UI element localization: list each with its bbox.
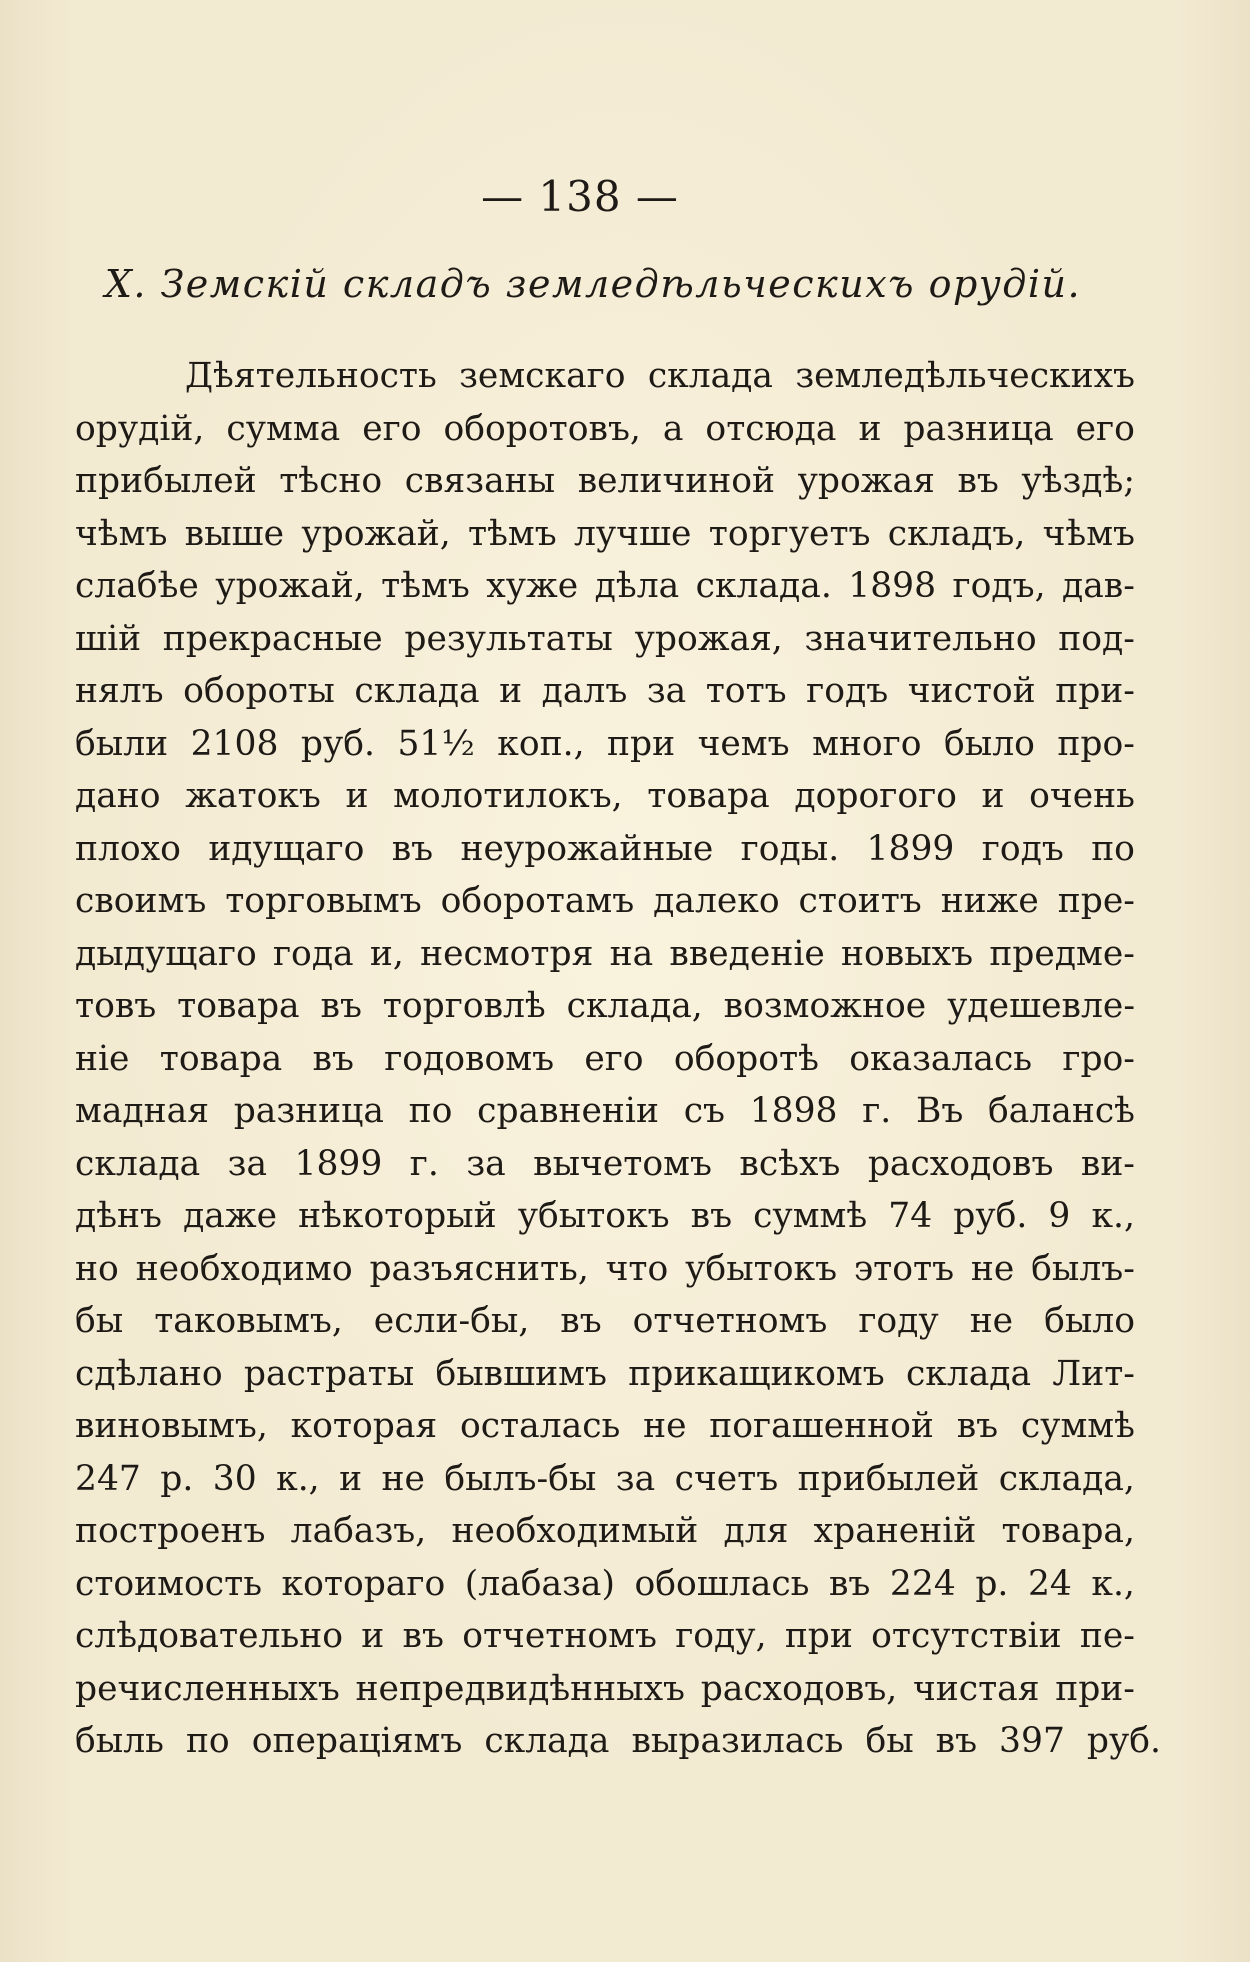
text-line (75, 1348, 1135, 1401)
text-word: этотъ (853, 1248, 955, 1289)
text-word: и, (369, 933, 404, 974)
text-line (75, 1453, 1135, 1506)
text-word: въ (560, 1301, 602, 1341)
text-word: дыдущаго (75, 933, 257, 974)
text-word: бы (865, 1721, 914, 1761)
text-word: былъ-бы (444, 1458, 597, 1499)
text-word: торговымъ (225, 881, 422, 921)
text-word: р. (160, 1458, 194, 1499)
text-word: урожай, (215, 566, 365, 606)
text-word: котораго (281, 1563, 446, 1604)
text-word: и (858, 408, 882, 449)
text-word: разница (233, 1091, 384, 1131)
text-word: при- (1055, 671, 1135, 711)
text-line (75, 455, 1135, 508)
text-word: пре- (1057, 881, 1135, 921)
text-word: земледѣльческихъ (795, 356, 1135, 396)
text-word: оборотовъ, (443, 408, 641, 449)
text-line (75, 928, 1135, 981)
text-word: въ (935, 1721, 978, 1761)
text-line (75, 1558, 1135, 1611)
text-word: 397 (999, 1721, 1065, 1761)
text-word: чемъ (697, 723, 790, 764)
text-word: 51½ (397, 723, 475, 764)
text-word: при (607, 723, 676, 764)
text-word: мадная (75, 1091, 209, 1131)
text-line (75, 1033, 1135, 1086)
text-word: склада. (695, 566, 832, 606)
text-word: ніе (75, 1038, 130, 1079)
text-line (75, 1295, 1135, 1348)
text-word: склада, (998, 1458, 1135, 1499)
text-word: и (345, 776, 369, 816)
text-word: дорогого (794, 776, 957, 816)
text-word: торгуетъ (708, 513, 871, 554)
text-line (75, 350, 1135, 403)
text-word: товара (647, 776, 770, 816)
text-word: чистой (907, 671, 1036, 711)
text-word: и (361, 1616, 385, 1656)
text-word: молотилокъ, (393, 776, 623, 816)
text-word: погашенной (709, 1406, 934, 1446)
text-word: 30 (212, 1458, 257, 1499)
text-word: дѣла (594, 566, 680, 606)
text-word: введеніе (669, 933, 825, 974)
text-word: бы (75, 1301, 124, 1341)
text-word: бывшимъ (435, 1353, 607, 1394)
text-word: былъ- (1031, 1248, 1135, 1289)
text-word: ниже (940, 881, 1039, 921)
text-word: годъ (806, 671, 889, 711)
text-word: склада, (566, 986, 703, 1026)
text-word: по (185, 1721, 230, 1761)
text-word: склада (484, 1721, 610, 1761)
text-word: 1899 (866, 828, 955, 869)
text-line (75, 1505, 1135, 1558)
text-line (75, 718, 1135, 771)
text-line (75, 1243, 1135, 1296)
text-word: удешевле- (947, 986, 1135, 1026)
text-word: урожая (797, 461, 935, 501)
text-word: склада (647, 356, 773, 396)
text-word: склада (354, 671, 480, 711)
text-word: счетъ (674, 1458, 779, 1499)
text-word: сравненіи (477, 1091, 659, 1131)
text-word: въ (829, 1563, 871, 1604)
text-word: въ (312, 1038, 354, 1079)
text-word: и (499, 671, 523, 711)
text-word: склада (75, 1143, 201, 1184)
text-word: неурожайные (460, 828, 714, 869)
text-line (75, 1715, 1162, 1768)
text-word: въ (320, 986, 362, 1026)
text-word: орудій, (75, 408, 205, 449)
text-word: дано (75, 776, 161, 816)
text-word: годъ, (952, 566, 1046, 606)
text-word: не (970, 1248, 1015, 1289)
text-word: нѣкоторый (298, 1196, 497, 1236)
text-word: товара (159, 1038, 283, 1079)
paragraph (75, 350, 1162, 1768)
text-word: въ (956, 1406, 999, 1446)
text-word: к., (1091, 1196, 1135, 1236)
text-word: прибылей (75, 461, 257, 501)
text-word: въ (957, 461, 999, 501)
text-word: складъ, (887, 513, 1026, 554)
text-word: 24 (1027, 1563, 1072, 1604)
text-word: Лит- (1052, 1353, 1135, 1394)
text-line (75, 403, 1135, 456)
text-word: отчетномъ (462, 1616, 657, 1656)
text-line (75, 1190, 1135, 1243)
text-word: 2108 (190, 723, 279, 764)
text-word: (лабаза) (464, 1563, 615, 1604)
text-word: году (858, 1301, 939, 1341)
text-word: но (75, 1248, 119, 1289)
text-word: его (1075, 408, 1135, 449)
text-word: необходимый (451, 1511, 699, 1551)
text-word: 74 (888, 1196, 933, 1236)
text-word: и (339, 1458, 363, 1499)
text-word: значительно (804, 618, 1037, 659)
text-word: тѣмъ (381, 566, 470, 606)
text-word: Дѣятельность (185, 356, 437, 396)
text-word: на (609, 933, 654, 974)
text-word: виновымъ, (75, 1406, 268, 1446)
text-word: торговлѣ (382, 986, 546, 1026)
text-line (75, 1610, 1135, 1663)
text-word: суммѣ (1020, 1406, 1135, 1446)
text-word: было (943, 723, 1035, 764)
text-word: товара (177, 986, 300, 1026)
text-word: 224 (889, 1563, 956, 1604)
text-word: годовомъ (384, 1038, 555, 1079)
text-word: чѣмъ (1042, 513, 1135, 554)
text-word: р. (975, 1563, 1009, 1604)
text-word: жатокъ (185, 776, 321, 816)
text-word: не (381, 1458, 425, 1499)
text-word: очень (1029, 776, 1135, 816)
text-word: было (1044, 1301, 1135, 1341)
text-word: дав- (1062, 566, 1135, 606)
text-line (75, 1138, 1135, 1191)
text-word: про- (1057, 723, 1135, 764)
text-word: величиной (577, 461, 776, 501)
text-word: таковымъ, (154, 1301, 343, 1341)
text-word: своимъ (75, 881, 207, 921)
text-word: сдѣлано (75, 1353, 223, 1394)
text-word: товара, (1001, 1511, 1135, 1551)
text-line (75, 613, 1135, 666)
text-word: тѣсно (279, 461, 383, 501)
text-word: балансѣ (988, 1091, 1135, 1131)
text-word: разница (903, 408, 1054, 449)
text-word: были (75, 723, 169, 764)
text-word: много (812, 723, 922, 764)
text-word: хуже (486, 566, 579, 606)
text-word: урожая, (634, 618, 783, 659)
text-word: отсутствіи (871, 1616, 1062, 1656)
text-word: отсюда (705, 408, 837, 449)
text-word: его (362, 408, 422, 449)
text-word: слабѣе (75, 566, 199, 606)
text-word: к., (276, 1458, 320, 1499)
text-word: растраты (243, 1353, 415, 1394)
text-word: и (981, 776, 1005, 816)
text-word: руб. (953, 1196, 1028, 1236)
text-word: если-бы, (373, 1301, 530, 1341)
text-word: 1898 (848, 566, 937, 606)
text-word: г. (862, 1091, 892, 1131)
text-word: что (605, 1248, 669, 1289)
text-line (75, 508, 1135, 561)
text-word: руб. (300, 723, 376, 764)
text-word: стоитъ (798, 881, 922, 921)
text-word: за (227, 1143, 268, 1184)
text-word: стоимость (75, 1563, 262, 1604)
text-word: склада (905, 1353, 1032, 1394)
text-word: коп., (497, 723, 585, 764)
text-word: лабазъ, (290, 1511, 427, 1551)
text-line (75, 1663, 1135, 1716)
text-word: к., (1091, 1563, 1135, 1604)
text-word: лучше (573, 513, 692, 554)
text-word: а (662, 408, 684, 449)
text-line (75, 980, 1135, 1033)
text-word: дѣнъ (75, 1196, 162, 1236)
text-word: по (1091, 828, 1135, 869)
text-line (75, 1400, 1135, 1453)
text-word: обошлась (634, 1563, 810, 1604)
text-word: чистая (912, 1668, 1040, 1709)
text-word: году, (675, 1616, 767, 1656)
text-word: товъ (75, 986, 157, 1026)
text-word: гро- (1062, 1038, 1135, 1079)
text-word: нялъ (75, 671, 164, 711)
text-word: которая (290, 1406, 438, 1446)
text-line (75, 770, 1135, 823)
text-word: слѣдовательно (75, 1616, 344, 1656)
text-word: оборотамъ (440, 881, 635, 921)
text-word: далеко (653, 881, 780, 921)
text-word: года (272, 933, 354, 974)
text-word: Въ (915, 1091, 964, 1131)
text-word: годъ (981, 828, 1064, 869)
text-word: 1899 (294, 1143, 383, 1184)
text-word: ви- (1080, 1143, 1135, 1184)
text-word: 9 (1048, 1196, 1071, 1236)
text-word: чѣмъ (75, 513, 168, 554)
text-word: сумма (226, 408, 341, 449)
text-word: всѣхъ (739, 1143, 841, 1184)
text-word: въ (690, 1196, 733, 1236)
text-word: въ (402, 1616, 444, 1656)
text-word: для (723, 1511, 789, 1551)
text-word: расходовъ (867, 1143, 1054, 1184)
text-word: пе- (1079, 1616, 1135, 1656)
text-word: необходимо (135, 1248, 353, 1289)
text-word: руб. (1086, 1721, 1162, 1761)
text-word: въ (391, 828, 434, 869)
text-word: речисленныхъ (75, 1668, 340, 1709)
text-word: шій (75, 618, 142, 659)
text-word: убытокъ (517, 1196, 670, 1236)
text-word: за (466, 1143, 506, 1184)
text-word: быль (75, 1721, 164, 1761)
text-word: по (408, 1091, 453, 1131)
text-word: 247 (75, 1458, 141, 1499)
text-word: при- (1055, 1668, 1135, 1709)
text-word: связаны (404, 461, 556, 501)
text-word: вычетомъ (533, 1143, 712, 1184)
text-word: идущаго (208, 828, 365, 869)
text-word: построенъ (75, 1511, 266, 1551)
text-word: предме- (989, 933, 1135, 974)
text-line (75, 665, 1135, 718)
text-word: его (584, 1038, 644, 1079)
text-word: расходовъ, (700, 1668, 898, 1709)
text-word: несмотря (420, 933, 594, 974)
text-word: далъ (541, 671, 628, 711)
text-word: убытокъ (685, 1248, 838, 1289)
text-word: земскаго (459, 356, 626, 396)
text-word: за (615, 1458, 656, 1499)
text-word: операціямъ (251, 1721, 463, 1761)
text-word: суммѣ (753, 1196, 868, 1236)
text-word: 1898 (749, 1091, 838, 1131)
text-word: обороты (183, 671, 335, 711)
text-line (75, 1085, 1135, 1138)
text-word: возможное (723, 986, 927, 1026)
text-word: прикащикомъ (628, 1353, 885, 1394)
text-word: не (643, 1406, 687, 1446)
text-word: годы. (740, 828, 840, 869)
text-line (75, 823, 1135, 876)
text-word: съ (683, 1091, 725, 1131)
text-word: осталась (459, 1406, 621, 1446)
text-word: г. (409, 1143, 439, 1184)
text-word: отчетномъ (632, 1301, 828, 1341)
text-word: тѣмъ (468, 513, 557, 554)
text-word: разъяснить, (369, 1248, 589, 1289)
text-word: новыхъ (841, 933, 974, 974)
text-word: уѣздѣ; (1021, 461, 1135, 501)
text-word: при (784, 1616, 853, 1656)
text-line (75, 560, 1135, 613)
section-title: X. Земскій складъ земледѣльческихъ орудій. (104, 262, 1082, 306)
text-word: непредвидѣнныхъ (355, 1668, 685, 1709)
text-word: выразилась (631, 1721, 844, 1761)
text-word: даже (183, 1196, 278, 1236)
text-line (75, 875, 1135, 928)
text-word: выше (184, 513, 285, 554)
text-word: урожай, (301, 513, 451, 554)
text-word: плохо (75, 828, 181, 869)
text-word: под- (1058, 618, 1135, 659)
text-word: не (969, 1301, 1014, 1341)
text-word: прекрасные (162, 618, 383, 659)
text-word: тотъ (705, 671, 787, 711)
text-word: прибылей (797, 1458, 980, 1499)
text-word: оборотѣ (673, 1038, 819, 1079)
text-word: оказалась (849, 1038, 1033, 1079)
text-word: за (646, 671, 687, 711)
text-word: храненій (813, 1511, 977, 1551)
text-word: результаты (404, 618, 613, 659)
page-number: — 138 — (481, 172, 679, 221)
